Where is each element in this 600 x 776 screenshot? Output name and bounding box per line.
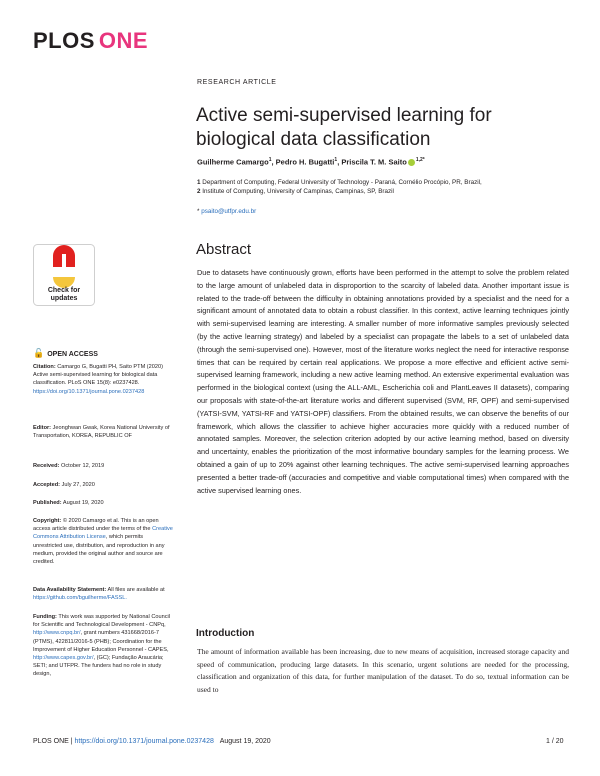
affiliation-item: 1 Department of Computing, Federal University of Technology - Paraná, Cornélio Procópio, PR, Brazil, [197,179,482,186]
article-type: RESEARCH ARTICLE [197,79,277,86]
check-for-updates-badge[interactable] [33,244,95,306]
check-for-updates-icon [33,244,95,306]
author-affil-sup: 1,2 [415,157,423,163]
abstract-heading: Abstract [196,241,252,258]
citation-doi-link[interactable]: https://doi.org/10.1371/journal.pone.0237428 [33,388,145,395]
citation-block: Citation: Camargo G, Bugatti PH, Saito PTM (2020) Active semi-supervised learning for biological data classification. PLoS ONE 15(8): e0237428. https://doi.org/10.1371/journal.pone.0237428 [33,364,163,395]
introduction-text: The amount of information available has been increasing, due to new means of acquisition, increased storage capacity and speed of communication, producing large datasets. In this scenario, urgent solutions are needed for the processing, classification and organization of this data, for further manipulation of the dataset. To do so, textual information can be used to [197,647,569,694]
author-affil-sup: 1 [268,157,272,163]
funding-block: Funding: This work was supported by National Council for Scientific and Technological Development - CNPq, http://www.cnpq.br/, grant numbers 431668/2016-7 (PTMS), 422811/2016-5 (PHB); Coordination for the Improvement of Higher Education Personnel - CAPES, http://www.capes.gov.br/, (GC); Fundação Araucária; SETI; and UTFPR. The funders had no role in study design, [33,614,170,678]
abstract-text: Due to datasets have continuously grown, efforts have been performed in the attempt to solve the problem related to the large amount of unlabeled data in disproportion to the scarcity of labeled data. Another important issue is related to the trade-off between the difficulty in obtaining annotations provided by a specialist and the need for a significant amount of annotated data to obtain a robust classifier. In this context, active learning techniques jointly with semi-supervised learning are interesting. A smaller number of more informative samples previously selected (by the active learning strategy) and labeled by a specialist can propagate the labels to a set of unlabeled data (through the semi-supervised one). However, most of the literature works neglect the need for interactive response times that can be required by certain real applications. We propose a more effective and efficient active semi-supervised learning framework, including a new active learning method. An extensive experimental evaluation was performed in the biological context (using the ALL-AML, Escherichia coli and PlantLeaves II datasets), comparing our proposals with state-of-the-art literature works and different supervised (SVM, RF, OPF) and semi-supervised (YATSI-SVM, YATSI-RF and YATSI-OPF) classifiers. From the obtained results, we can observe the benefits of our framework, which allows the classifier to achieve higher accuracies more quickly with a reduced number of annotated samples. Moreover, the selection criterion adopted by our active learning method, based on diversity and uncertainty, enables the prioritization of the most informative boundary samples for the learning process. We obtained a gain of up to 20% against other learning techniques. The active semi-supervised learning approaches presented a better trade-off (accuracies and competitive and viable computational times) when compared with the active supervised learning ones. [197,268,569,495]
correspondence-email-link[interactable]: psaito@utfpr.edu.br [201,208,257,215]
footer-journal: PLOS ONE [33,738,69,745]
correspondence: * psaito@utfpr.edu.br [197,208,257,215]
footer-citation: PLOS ONE | https://doi.org/10.1371/journal.pone.0237428 August 19, 2020 [33,738,271,745]
author-name[interactable]: Guilherme Camargo [197,157,269,167]
data-availability-block: Data Availability Statement: All files are available at https://github.com/bguilherme/FASSL. [33,587,165,602]
published-block: Published: August 19, 2020 [33,500,104,506]
page-number: 1 / 20 [546,738,564,745]
journal-name-part2: ONE [98,28,149,53]
affiliations [197,178,557,196]
article-title: Active semi-supervised learning for biological data classification [196,105,492,150]
footer-date: August 19, 2020 [219,738,271,745]
badge-line2: updates [50,295,78,302]
author-name[interactable]: Priscila T. M. Saito [341,157,407,167]
affiliation-item: 2 Institute of Computing, University of Campinas, Campinas, SP, Brazil [197,188,394,195]
badge-line1: Check for [47,287,81,294]
copyright-block: Copyright: © 2020 Camargo et al. This is an open access article distributed under the terms of the Creative Commons Attribution License, which permits unrestricted use, distribution, and reproduction in any medium, provided the original author and source are credited. [33,518,173,566]
cnpq-link[interactable]: http://www.cnpq.br/ [33,630,81,637]
journal-logo [33,28,148,54]
journal-name-part1: PLOS [33,28,95,53]
capes-link[interactable]: http://www.capes.gov.br/ [33,655,94,662]
data-github-link[interactable]: https://github.com/bguilherme/FASSL. [33,595,127,602]
author-list: Guilherme Camargo$^1$, Pedro H. Bugatti$^1$, Priscila T. M. Saito $^{1,2*}$ [197,157,425,167]
received-block: Received: October 12, 2019 [33,463,105,469]
editor-block: Editor: Jeonghwan Gwak, Korea National University of Transportation, KOREA, REPUBLIC OF [33,425,170,440]
footer-doi-link[interactable]: https://doi.org/10.1371/journal.pone.0237428 [74,738,214,745]
open-access-label: 🔓 OPEN ACCESS [33,348,98,358]
accepted-block: Accepted: July 27, 2020 [33,482,95,488]
author-name[interactable]: Pedro H. Bugatti [275,157,335,167]
orcid-icon[interactable] [408,159,415,166]
author-affil-sup: 1 [334,157,338,163]
introduction-heading: Introduction [196,628,255,639]
cc-license-link[interactable]: Creative Commons Attribution License [33,526,173,541]
open-lock-icon: 🔓 [33,348,45,358]
corresponding-mark: * [422,157,425,163]
